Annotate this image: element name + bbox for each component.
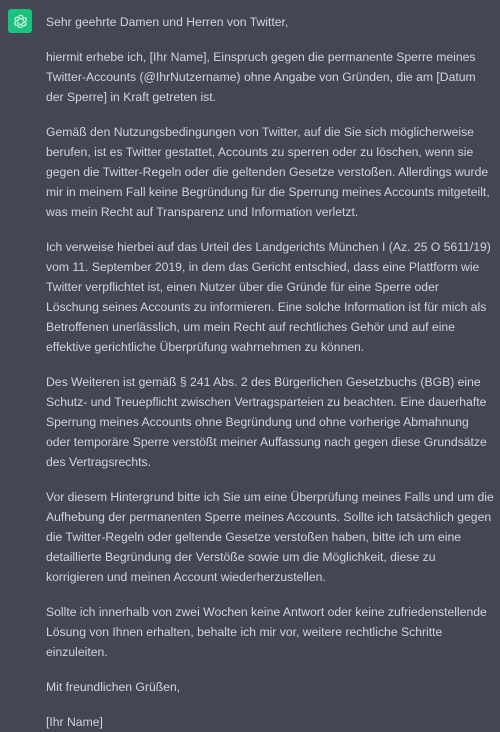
letter-paragraph: Vor diesem Hintergrund bitte ich Sie um eine Überprüfung meines Falls und um die Aufhebung der permanenten Sperre meines Accounts. Sollte ich tatsächlich gegen die Twitter-Regeln oder geltende Gesetze verstoßen haben, bitte ich um eine detaillierte Begründung der Verstöße sowie um die Möglichkeit, diese zu korrigieren und meinen Account wiederherzustellen. bbox=[46, 490, 494, 584]
letter-paragraph: Des Weiteren ist gemäß § 241 Abs. 2 des Bürgerlichen Gesetzbuchs (BGB) eine Schutz- und Treuepflicht zwischen Vertragsparteien zu beachten. Eine dauerhafte Sperrung meines Accounts ohne Begründung und ohne vorherige Abmahnung oder temporäre Sperre verstößt meiner Auffassung nach gegen diese Grundsätze des Vertragsrechts. bbox=[46, 375, 487, 469]
letter-salutation: Sehr geehrte Damen und Herren von Twitter, bbox=[46, 15, 289, 29]
letter-signature: [Ihr Name] bbox=[46, 715, 103, 729]
openai-logo-icon bbox=[12, 13, 29, 30]
assistant-avatar bbox=[8, 9, 32, 33]
letter-closing: Mit freundlichen Grüßen, bbox=[46, 680, 181, 694]
letter-paragraph: hiermit erhebe ich, [Ihr Name], Einspruch gegen die permanente Sperre meines Twitter-Accounts (@IhrNutzername) ohne Angabe von Gründen, die am [Datum der Sperre] in Kraft getreten ist. bbox=[46, 50, 476, 104]
message-content bbox=[46, 12, 494, 732]
letter-paragraph: Gemäß den Nutzungsbedingungen von Twitter, auf die Sie sich möglicherweise berufen, ist es Twitter gestattet, Accounts zu sperren oder zu löschen, wenn sie gegen die Twitter-Regeln oder die geltenden Gesetze verstoßen. Allerdings wurde mir in meinem Fall keine Begründung für die Sperrung meines Accounts mitgeteilt, was mein Recht auf Transparenz und Information verletzt. bbox=[46, 125, 490, 219]
letter-paragraph: Sollte ich innerhalb von zwei Wochen keine Antwort oder keine zufriedenstellende Lösung von Ihnen erhalten, behalte ich mir vor, weitere rechtliche Schritte einzuleiten. bbox=[46, 605, 487, 659]
letter-paragraph: Ich verweise hierbei auf das Urteil des Landgerichts München I (Az. 25 O 5611/19) vom 11. September 2019, in dem das Gericht entschied, dass eine Plattform wie Twitter verpflichtet ist, einen Nutzer über die Gründe für eine Sperre oder Löschung seines Accounts zu informieren. Eine solche Information ist für mich als Betroffenen unerlässlich, um mein Recht auf rechtliches Gehör und auf eine effektive gerichtliche Überprüfung wahrnehmen zu können. bbox=[46, 240, 491, 354]
